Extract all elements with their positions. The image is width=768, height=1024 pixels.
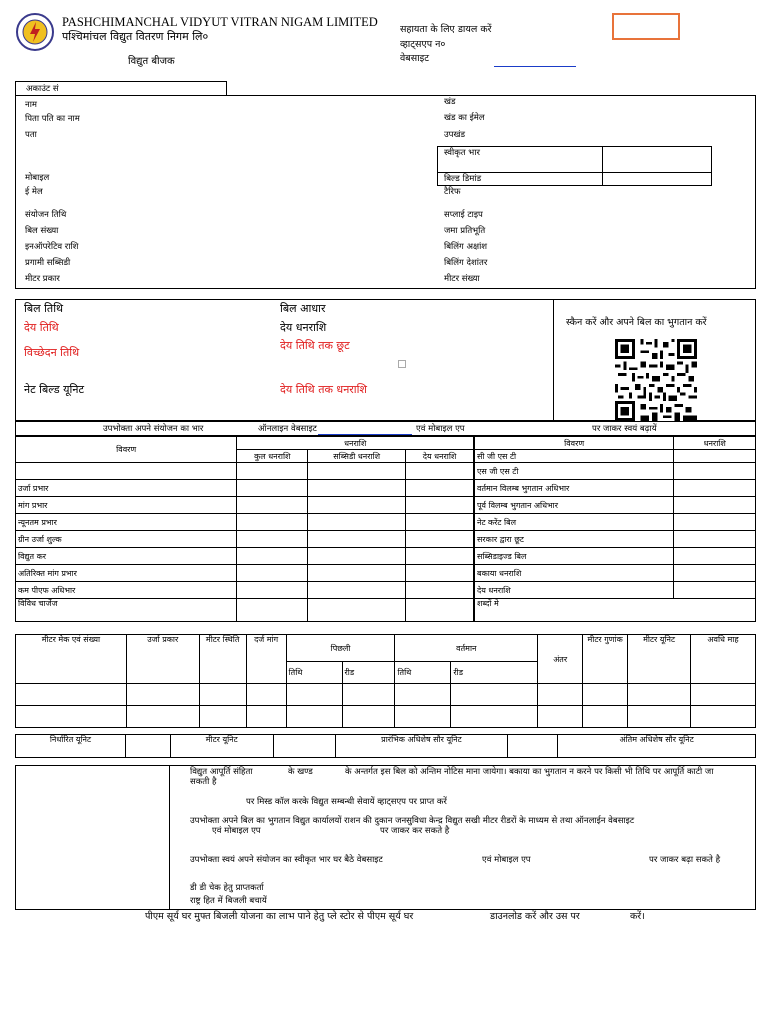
row-minimum-charge: न्यूनतम प्रभार (16, 514, 237, 531)
label-progressive-subsidy: प्रगामी सब्सिडी (25, 258, 71, 268)
notice-load-mobile-app: एवं मोबाइल एप (482, 855, 531, 865)
current-read: रीड (451, 662, 538, 684)
helpline-label: सहायता के लिए डायल करें (400, 24, 492, 35)
net-billed-units-label: नेट बिल्ड यूनिट (24, 383, 85, 396)
current-date: तिथि (395, 662, 451, 684)
row-electricity-duty: विद्युत कर (16, 548, 237, 565)
website-link-underline[interactable] (494, 66, 576, 67)
label-connection-date: संयोजन तिथि (25, 210, 67, 220)
previous-read: रीड (342, 662, 395, 684)
header-difference: अंतर (538, 635, 583, 684)
notice-can-disconnect: सकती है (190, 777, 217, 787)
due-amount-label: देय धनराशि (280, 321, 327, 334)
header-previous: पिछली (286, 635, 395, 662)
label-father-husband-name: पिता पति का नाम (25, 114, 80, 124)
row-current-lps: वर्तमान विलम्ब भुगतान अधिभार (475, 480, 674, 497)
amount-till-due-label: देय तिथि तक धनराशि (280, 383, 367, 396)
notice-dd-cheque-payee: डी डी चेक हेतु प्राप्तकर्ता (190, 883, 264, 893)
row-energy-charge: उर्जा प्रभार (16, 480, 237, 497)
bill-date-label: बिल तिथि (24, 302, 64, 315)
notice-load-website: उपभोक्ता स्वयं अपने संयोजन का स्वीकृत भार घर बैठे वेबसाइट (190, 855, 383, 865)
notice-final-notice: के अन्तर्गत इस बिल को अन्तिम नोटिस माना जायेगा। बकाया का भुगतान न करने पर किसी भी तिथि पर आपूर्ति काटी जा (345, 767, 714, 777)
row-arrears: बकाया धनराशि (475, 565, 674, 582)
notice-payment-channels: उपभोक्ता अपने बिल का भुगतान विद्युत कार्यालयों राशन की दुकान जनसुविधा केन्द्र विद्युत सखी मीटर रीडरों के माध्यम से तथा ऑनलाईन वेबसाइट (190, 816, 635, 826)
label-security-deposit: जमा प्रतिभूति (444, 226, 486, 236)
header-meter-make: मीटर मेक एवं संख्या (16, 635, 127, 684)
details-header-right: विवरण (475, 437, 674, 450)
document-title: विद्युत बीजक (128, 56, 175, 67)
label-billing-longitude: बिलिंग देशांतर (444, 258, 488, 268)
row-previous-lps: पूर्व विलम्ब भुगतान अधिभार (475, 497, 674, 514)
row-subsidized-bill: सब्सिडाइज्ड बिल (475, 548, 674, 565)
notices-box (15, 765, 756, 910)
label-division-email: खंड का ईमेल (444, 113, 485, 123)
row-net-current-bill: नेट करेंट बिल (475, 514, 674, 531)
label-address: पता (25, 130, 37, 140)
label-tariff: टैरिफ (444, 187, 461, 197)
notice-clause: के खण्ड (288, 767, 313, 777)
account-number-label: अकाउंट सं (26, 84, 59, 94)
row-green-energy-fee: ग्रीन उर्जा शुल्क (16, 531, 237, 548)
scan-to-pay-label: स्कैन करें और अपने बिल का भुगतान करें (566, 317, 707, 328)
notice-supply-code: विद्युत आपूर्ति संहिता (190, 767, 253, 777)
notice-can-pay: पर जाकर कर सकते है (380, 826, 450, 836)
consumer-details-box (15, 95, 756, 289)
label-inoperative-amount: इनऑपरेटिव राशि (25, 242, 79, 252)
payable-amount-header: देय धनराशि (406, 450, 474, 463)
row-low-pf-surcharge: कम पीएफ अधिभार (16, 582, 237, 599)
notice-mobile-app: एवं मोबाइल एप (212, 826, 261, 836)
initial-surplus-label: प्रारंभिक अधिशेष सौर यूनिट (335, 735, 508, 758)
row-demand-charge: मांग प्रभार (16, 497, 237, 514)
header-energy-type: उर्जा प्रकार (126, 635, 199, 684)
row-misc-charges: विविध चार्जेज (16, 599, 237, 622)
rebate-till-due-label: देय तिथि तक छूट (280, 339, 350, 352)
label-billing-latitude: बिलिंग अक्षांश (444, 242, 488, 252)
label-supply-type: सप्लाई टाइप (444, 210, 483, 220)
notice-missed-call: पर मिस्ड कॉल करके विद्युत सम्बन्धी सेवायें व्हाट्सएप पर प्राप्त करें (246, 797, 447, 807)
total-amount-header: कुल धनराशि (237, 450, 308, 463)
solar-units-table (15, 734, 756, 758)
footer-pm-surya-ghar: पीएम सूर्य घर मुफ्त बिजली योजना का लाभ पाने हेतु प्ले स्टोर से पीएम सूर्य घर (145, 911, 414, 922)
company-logo (15, 12, 55, 52)
row-govt-rebate: सरकार द्वारा छूट (475, 531, 674, 548)
online-website-link[interactable] (318, 434, 412, 435)
notice-load-increase: पर जाकर बढ़ा सकते है (649, 855, 721, 865)
amount-header-right: धनराशि (674, 437, 756, 450)
row-cgst: सी जी एस टी (475, 450, 674, 463)
row-payable-amount: देय धनराशि (475, 582, 674, 599)
company-name-hi: पश्चिमांचल विद्युत वितरण निगम लि० (62, 30, 209, 43)
header-current: वर्तमान (395, 635, 538, 662)
header-meter-status: मीटर स्थिति (199, 635, 246, 684)
row-additional-demand-charge: अतिरिक्त मांग प्रभार (16, 565, 237, 582)
row-sgst: एस जी एस टी (475, 463, 674, 480)
footer-download: डाउनलोड करें और उस पर (490, 911, 580, 922)
meter-reading-table (15, 634, 756, 728)
label-meter-type: मीटर प्रकार (25, 274, 60, 284)
previous-date: तिथि (286, 662, 342, 684)
amount-header: धनराशि (237, 437, 474, 450)
checkbox-icon (398, 360, 406, 368)
disconnection-date-label: विच्छेदन तिथि (24, 346, 80, 359)
label-meter-number: मीटर संख्या (444, 274, 480, 284)
helpline-number-box (612, 13, 680, 40)
label-sanctioned-load: स्वीकृत भार (444, 148, 480, 158)
label-email: ई मेल (25, 187, 43, 197)
charges-table-left (15, 436, 474, 622)
load-line-text-1: उपभोक्ता अपने संयोजन का भार (103, 424, 204, 434)
footer-register: करें। (630, 911, 645, 922)
label-division: खंड (444, 97, 456, 107)
notice-save-electricity: राष्ट्र हित में बिजली बचायें (190, 896, 267, 906)
row-amount-in-words: शब्दों मे (475, 599, 756, 622)
bill-basis-label: बिल आधार (280, 302, 326, 315)
load-line-text-2: ऑनलाइन वेबसाइट (258, 424, 317, 434)
payment-qr-code-icon[interactable] (615, 339, 697, 421)
header-recorded-demand: दर्ज मांग (246, 635, 286, 684)
header-period-months: अवधि माह (691, 635, 756, 684)
label-billed-demand: बिल्ड डिमांड (444, 174, 482, 184)
charges-table-right (474, 436, 756, 622)
subsidy-amount-header: सब्सिडी धनराशि (308, 450, 406, 463)
meter-unit-label: मीटर यूनिट (170, 735, 273, 758)
header-multiplier: मीटर गुणांक (583, 635, 628, 684)
company-name-en: PASHCHIMANCHAL VIDYUT VITRAN NIGAM LIMITED (62, 15, 378, 29)
label-bill-number: बिल संख्या (25, 226, 59, 236)
load-line-text-3: एवं मोबाइल एप (416, 424, 465, 434)
details-header: विवरण (16, 437, 237, 463)
label-subdivision: उपखंड (444, 130, 465, 140)
whatsapp-label: व्हाट्सएप न० (400, 39, 446, 50)
final-surplus-label: अंतिम अधिशेष सौर यूनिट (558, 735, 756, 758)
website-label: वेबसाइट (400, 53, 430, 64)
due-date-label: देय तिथि (24, 321, 59, 334)
header-meter-unit: मीटर यूनिट (628, 635, 691, 684)
label-mobile: मोबाइल (25, 173, 50, 183)
label-name: नाम (25, 100, 38, 110)
load-line-text-4: पर जाकर स्वयं बढ़ायें (592, 424, 657, 434)
assessed-unit-label: निर्धारित यूनिट (16, 735, 126, 758)
